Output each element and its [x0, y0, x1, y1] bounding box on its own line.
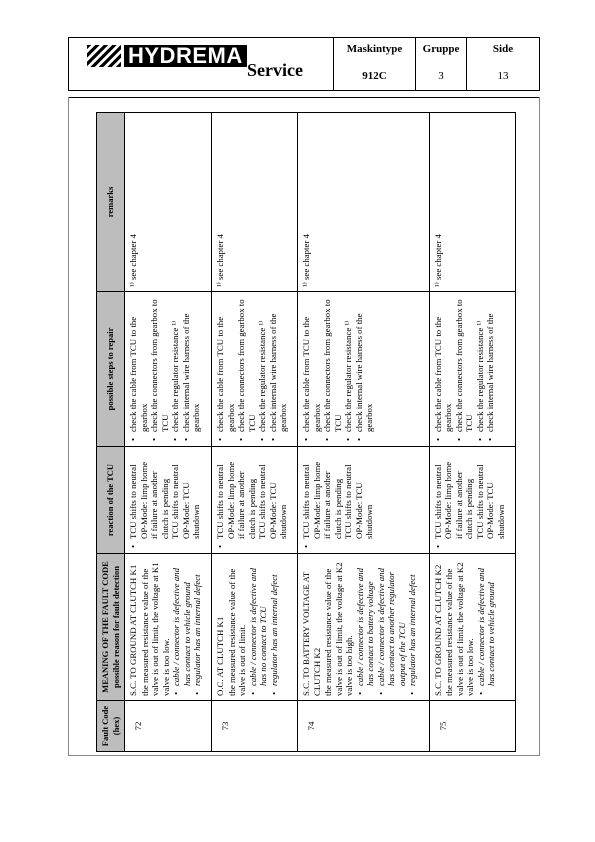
repair-step-item: • check internal wire harness of the — [485, 296, 496, 432]
maskintype-value: 912C — [362, 70, 387, 82]
cause-item: • cable / connector is defective and has contact to another regulator output of the TCU — [376, 558, 408, 686]
reaction-line: • TCU shifts to neutral — [301, 464, 312, 539]
document-title: Service — [247, 60, 303, 80]
meaning-cell — [429, 554, 515, 701]
reaction-list — [433, 451, 507, 549]
meaning-cell — [125, 554, 212, 701]
cause-item: • cable / connector is defective and has contact to vehicle ground — [171, 558, 192, 686]
table-header-row — [97, 113, 125, 752]
repair-step-item: • check the cable from TCU to the gearbox — [215, 296, 236, 432]
cause-list — [248, 558, 280, 696]
reaction-line: OP-Mode: limp home — [138, 461, 149, 539]
table-row — [298, 113, 430, 752]
reaction-line: OP-Mode: limp home — [311, 461, 322, 539]
reaction-line: if failure at another clutch is pending — [322, 471, 343, 539]
fault-code-cell: 72 — [125, 701, 212, 752]
fault-code-cell: 73 — [212, 701, 298, 752]
reaction-line: if failure at another clutch is pending — [236, 471, 257, 539]
reaction-line: if failure at another clutch is pending — [453, 471, 475, 539]
reaction-line: TCU shifts to neutral — [257, 464, 268, 539]
table-row — [125, 113, 212, 752]
header-meaning-line2: possible reason for fault detection — [110, 566, 121, 688]
repair-step-item: • check internal wire harness of the gearbox — [354, 296, 375, 432]
brand-name: HYDREMA — [124, 45, 247, 67]
cause-item: • regulator has an internal defect — [192, 558, 203, 686]
repair-step-item: • check the regulator resistance ¹⁾ — [257, 296, 268, 432]
remarks-cell: ¹⁾ see chapter 4 — [125, 113, 212, 292]
repair-steps-cell — [429, 292, 515, 447]
header-reaction: reaction of the TCU — [97, 447, 125, 554]
reaction-item — [301, 451, 375, 539]
reaction-line: OP-Mode: TCU shutdown — [485, 482, 506, 539]
hydrema-logo — [87, 45, 247, 67]
repair-steps-cell — [212, 292, 298, 447]
repair-step-item: • check internal wire harness of the gearbox — [181, 296, 202, 432]
brand-cell — [69, 38, 334, 90]
header-steps: possible steps to repair — [97, 292, 125, 447]
cause-list — [355, 558, 418, 696]
remarks-cell: ¹⁾ see chapter 4 — [298, 113, 430, 292]
header-code: Fault Code (hex) — [97, 701, 125, 752]
reaction-line: • TCU shifts to neutral — [128, 464, 138, 539]
reaction-cell — [212, 447, 298, 554]
repair-step-item: • check the connectors from gearbox to TCU — [322, 296, 343, 432]
maskintype-cell — [334, 38, 416, 90]
reaction-line: TCU shifts to neutral — [474, 464, 485, 539]
reaction-line: • TCU shifts to neutral — [432, 464, 443, 539]
logo-stripes-icon — [87, 45, 121, 67]
fault-title: S.C. TO BATTERY VOLTAGE AT CLUTCH K2 — [301, 571, 322, 696]
meaning-cell — [212, 554, 298, 701]
reaction-line: • TCU shifts to neutral — [215, 464, 226, 539]
fault-code-cell: 75 — [429, 701, 515, 752]
repair-step-item: • check the regulator resistance ¹⁾ — [475, 296, 486, 432]
repair-step-item: • check the connectors from gearbox to TCU — [454, 296, 475, 432]
remarks-cell: ¹⁾ see chapter 4 — [429, 113, 515, 292]
repair-steps-cell — [125, 292, 212, 447]
fault-title: S.C. TO GROUND AT CLUTCH K2 — [432, 564, 443, 696]
reaction-item — [433, 451, 507, 539]
reaction-cell — [429, 447, 515, 554]
side-value: 13 — [497, 70, 509, 82]
repair-step-item: • check the connectors from gearbox to TCU — [149, 296, 170, 432]
reaction-line: OP-Mode: TCU shutdown — [180, 482, 201, 539]
gruppe-label: Gruppe — [422, 43, 460, 55]
fault-code-table — [96, 112, 516, 752]
repair-step-item: • check the connectors from gearbox to TCU — [236, 296, 257, 432]
side-cell — [467, 38, 539, 90]
meaning-cell — [298, 554, 430, 701]
repair-step-item: • check the regulator resistance ¹⁾ — [343, 296, 354, 432]
repair-steps-list — [215, 296, 289, 442]
reaction-line: OP-Mode: TCU shutdown — [353, 482, 375, 539]
header-remarks: remarks — [97, 113, 125, 292]
fault-description: the measured resistance value of the valve is out of limit, the voltage at K1 valve is too low. — [139, 562, 171, 696]
header-meaning-line1: MEANING OF THE FAULT CODE — [100, 561, 110, 693]
fault-title: O.C. AT CLUTCH K1 — [215, 616, 226, 696]
cause-item: • cable / connector is defective and has contact to vehicle ground — [476, 558, 497, 686]
table-row — [212, 113, 298, 752]
reaction-line: TCU shifts to neutral — [170, 464, 180, 539]
repair-steps-list — [128, 296, 202, 442]
header-meaning — [97, 554, 125, 701]
reaction-item — [215, 451, 289, 539]
fault-table-area — [96, 112, 516, 752]
cause-item: • cable / connector is defective and has no contact to TCU — [248, 558, 269, 686]
gruppe-cell — [416, 38, 467, 90]
fault-description: the measured resistance value of the valve is out of limit, the voltage at K2 valve is too high. — [323, 562, 355, 696]
fault-title: S.C. TO GROUND AT CLUTCH K1 — [128, 564, 138, 696]
reaction-cell — [298, 447, 430, 554]
reaction-cell — [125, 447, 212, 554]
cause-list — [171, 558, 203, 696]
gruppe-value: 3 — [438, 70, 444, 82]
reaction-line: TCU shifts to neutral — [343, 464, 354, 539]
repair-step-item: • check the regulator resistance ¹⁾ — [170, 296, 181, 432]
repair-steps-cell — [298, 292, 430, 447]
reaction-item — [128, 451, 202, 539]
fault-description: the measured resistance value of the valve is out of limit, the voltage at K2 valve is too low. — [444, 562, 476, 696]
reaction-line: OP-Mode: limp home — [443, 461, 454, 539]
cause-item: • cable / connector is defective and has contact to battery voltage — [355, 558, 376, 686]
page-header — [68, 37, 540, 91]
cause-item: • regulator has an internal defect — [407, 558, 418, 686]
fault-code-cell: 74 — [298, 701, 430, 752]
repair-step-item: • check the cable from TCU to the gearbox — [301, 296, 322, 432]
cause-list — [476, 558, 497, 696]
repair-steps-list — [433, 296, 496, 442]
repair-steps-list — [301, 296, 375, 442]
reaction-line: OP-Mode: TCU shutdown — [267, 482, 289, 539]
reaction-line: OP-Mode: limp home — [225, 461, 236, 539]
cause-item: • regulator has an internal defect — [269, 558, 280, 686]
fault-description: the measured resistance value of the valve is out of limit. — [226, 568, 248, 696]
remarks-cell: ¹⁾ see chapter 4 — [212, 113, 298, 292]
reaction-line: if failure at another clutch is pending — [149, 471, 170, 539]
maskintype-label: Maskintype — [346, 43, 403, 55]
rotated-table-container — [96, 112, 516, 752]
repair-step-item: • check the cable from TCU to the gearbox — [433, 296, 454, 432]
table-row — [429, 113, 515, 752]
reaction-list — [128, 451, 202, 549]
reaction-list — [301, 451, 375, 549]
repair-step-item: • check internal wire harness of the gearbox — [268, 296, 289, 432]
repair-step-item: • check the cable from TCU to the gearbox — [128, 296, 149, 432]
side-label: Side — [492, 43, 514, 55]
reaction-list — [215, 451, 289, 549]
